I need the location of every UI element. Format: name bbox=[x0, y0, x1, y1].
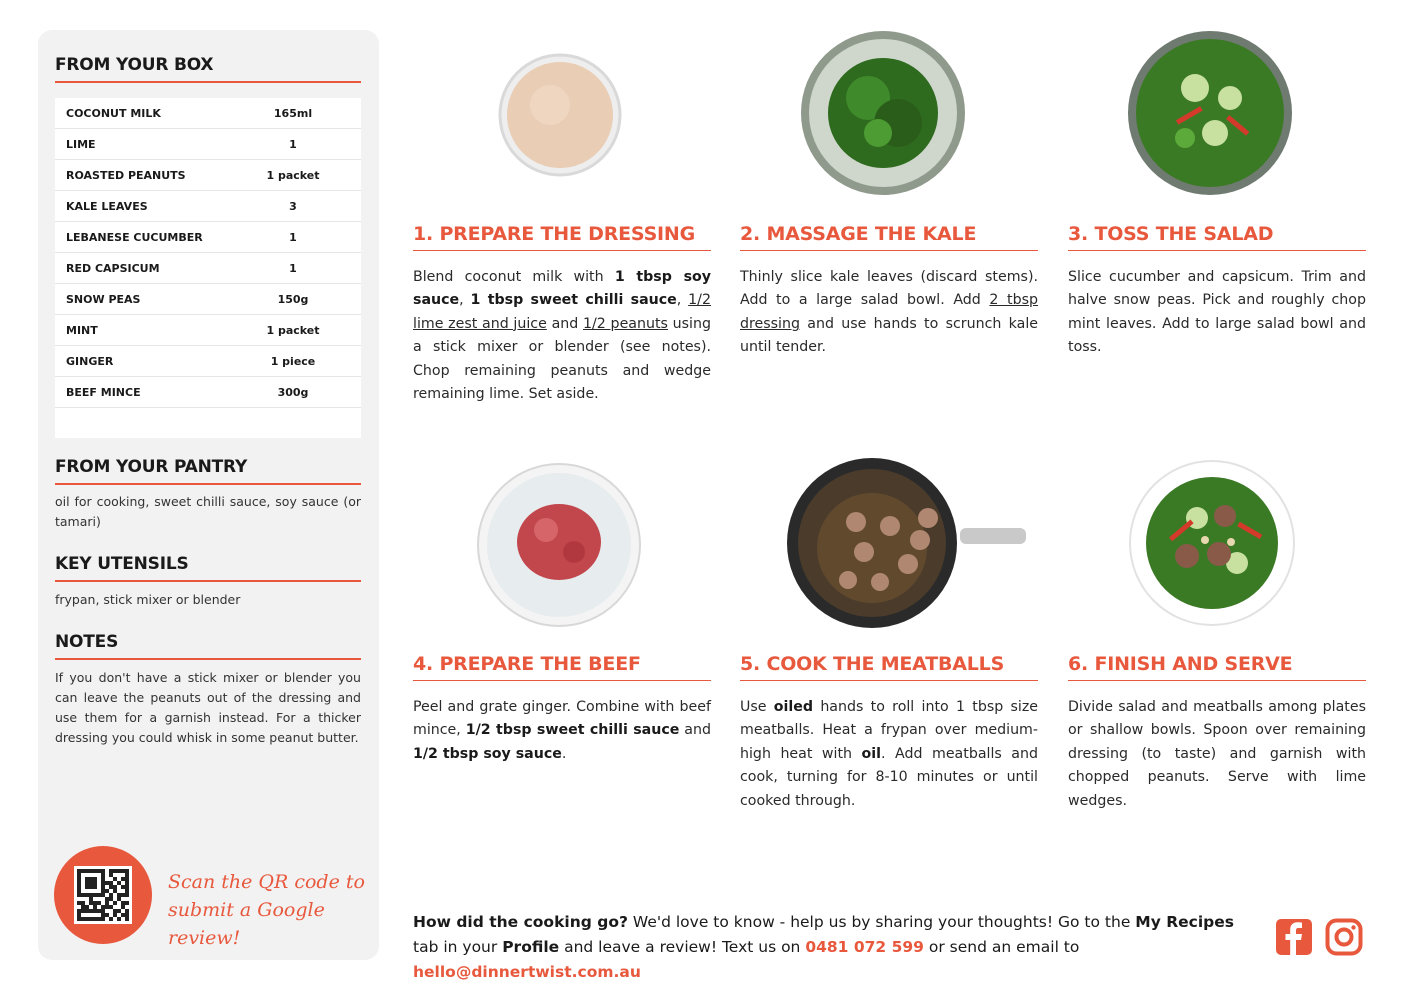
ingredient-qty: 300g bbox=[277, 385, 309, 399]
step-1-text-part: , bbox=[676, 292, 689, 309]
ingredient-row bbox=[55, 129, 361, 160]
footer-text: We'd love to know - help us by sharing your thoughts! Go to the bbox=[627, 913, 1136, 931]
step-5-text-part: Use bbox=[740, 699, 774, 715]
step-1-soy: 1 tbsp soy sauce bbox=[413, 269, 712, 309]
qr-code-icon[interactable] bbox=[74, 866, 132, 924]
ingredient-row bbox=[55, 98, 361, 129]
step-1-text bbox=[413, 266, 711, 406]
qr-line-2: submit a Google review! bbox=[168, 899, 325, 949]
step-5-text bbox=[740, 696, 1038, 813]
my-recipes-link[interactable]: My Recipes bbox=[1135, 913, 1234, 931]
step-4-text bbox=[413, 696, 711, 766]
pantry-text: oil for cooking, sweet chilli sauce, soy sauce (or tamari) bbox=[55, 494, 361, 529]
box-ingredients-table bbox=[55, 98, 361, 438]
ingredient-qty: 165ml bbox=[273, 106, 313, 120]
ingredient-qty: 1 bbox=[289, 261, 297, 275]
ingredient-row bbox=[55, 191, 361, 222]
step-1-text-part: using a stick mixer or blender (see notes). Chop remaining peanuts and wedge remaining lime. Set aside. bbox=[413, 315, 711, 403]
step-4-text-part: Peel and grate ginger. Combine with beef mince, bbox=[413, 699, 711, 739]
step-1-text-part: , bbox=[459, 292, 471, 309]
step-4-soy: 1/2 tbsp soy sauce bbox=[413, 745, 562, 762]
step-1-peanuts: 1/2 peanuts bbox=[583, 315, 668, 332]
ingredient-row bbox=[55, 377, 361, 408]
beef-mince-bowl-photo bbox=[474, 460, 644, 630]
ingredient-name: SNOW PEAS bbox=[66, 292, 141, 306]
notes-heading: NOTES bbox=[55, 632, 361, 660]
step-1-text-part: and bbox=[546, 315, 583, 332]
footer-text: or send an email to bbox=[923, 938, 1080, 956]
footer-text: and leave a review! Text us on bbox=[559, 938, 806, 956]
qr-review-prompt bbox=[168, 868, 368, 952]
ingredient-row bbox=[55, 284, 361, 315]
step-4-text-part: and bbox=[679, 722, 711, 739]
ingredient-name: GINGER bbox=[66, 354, 114, 368]
qr-code-badge[interactable] bbox=[54, 846, 152, 944]
step-5-text-part: . Add meatballs and cook, turning for 8-10 minutes or until cooked through. bbox=[740, 745, 1038, 809]
step-5-oiled: oiled bbox=[773, 699, 814, 715]
ingredient-name: BEEF MINCE bbox=[66, 385, 141, 399]
ingredient-qty: 1 bbox=[289, 137, 297, 151]
step-5-oil: oil bbox=[861, 745, 882, 762]
ingredient-qty: 1 packet bbox=[266, 323, 320, 337]
step-1-chilli: 1 tbsp sweet chilli sauce bbox=[470, 292, 677, 309]
step-3-title: 3. TOSS THE SALAD bbox=[1068, 223, 1366, 251]
step-4-title: 4. PREPARE THE BEEF bbox=[413, 653, 711, 681]
step-5-text-part: hands to roll into 1 tbsp size meatballs. Heat a frypan over medium-high heat with bbox=[740, 699, 1039, 762]
footer-question: How did the cooking go? bbox=[413, 913, 628, 931]
ingredient-row bbox=[55, 253, 361, 284]
profile-link[interactable]: Profile bbox=[502, 938, 560, 956]
step-1-title: 1. PREPARE THE DRESSING bbox=[413, 223, 711, 251]
ingredient-name: KALE LEAVES bbox=[66, 199, 148, 213]
coconut-dressing-bowl-photo bbox=[475, 30, 645, 200]
ingredient-name: LEBANESE CUCUMBER bbox=[66, 230, 203, 244]
kale-bowl-photo bbox=[798, 28, 968, 198]
step-6-title: 6. FINISH AND SERVE bbox=[1068, 653, 1366, 681]
served-plate-photo bbox=[1127, 458, 1297, 628]
step-3-text: Slice cucumber and capsicum. Trim and halve snow peas. Pick and roughly chop mint leaves. Add to large salad bowl and toss. bbox=[1068, 269, 1366, 356]
notes-text: If you don't have a stick mixer or blender you can leave the peanuts out of the dressing and use them for a garnish instead. For a thicker dressing you could whisk in some peanut butter. bbox=[55, 670, 361, 745]
ingredient-qty: 3 bbox=[289, 199, 297, 213]
step-2-text-part: Thinly slice kale leaves (discard stems). Add to a large salad bowl. Add bbox=[740, 269, 1038, 309]
email-link[interactable]: hello@dinnertwist.com.au bbox=[413, 963, 641, 981]
step-2-text bbox=[740, 266, 1038, 360]
ingredient-qty: 1 packet bbox=[266, 168, 320, 182]
ingredient-name: MINT bbox=[66, 323, 98, 337]
facebook-icon[interactable] bbox=[1275, 918, 1313, 956]
step-2-title: 2. MASSAGE THE KALE bbox=[740, 223, 1038, 251]
step-1-lime: 1/2 lime zest and juice bbox=[413, 292, 711, 332]
ingredient-row bbox=[55, 315, 361, 346]
ingredient-qty: 150g bbox=[277, 292, 309, 306]
ingredient-name: ROASTED PEANUTS bbox=[66, 168, 186, 182]
step-4-chilli: 1/2 tbsp sweet chilli sauce bbox=[465, 722, 680, 739]
green-salad-bowl-photo bbox=[1125, 28, 1295, 198]
ingredient-name: COCONUT MILK bbox=[66, 106, 161, 120]
box-heading: FROM YOUR BOX bbox=[55, 55, 361, 83]
ingredient-name: RED CAPSICUM bbox=[66, 261, 160, 275]
step-4-text-part: . bbox=[561, 745, 567, 762]
meatballs-frypan-photo bbox=[780, 458, 1030, 628]
feedback-footer bbox=[413, 910, 1263, 985]
utensils-heading: KEY UTENSILS bbox=[55, 554, 361, 582]
ingredient-qty: 1 bbox=[289, 230, 297, 244]
utensils-text: frypan, stick mixer or blender bbox=[55, 592, 241, 607]
step-5-title: 5. COOK THE MEATBALLS bbox=[740, 653, 1038, 681]
step-1-text-part: Blend coconut milk with bbox=[413, 269, 615, 285]
footer-text: tab in your bbox=[413, 938, 503, 956]
ingredient-name: LIME bbox=[66, 137, 96, 151]
phone-link[interactable]: 0481 072 599 bbox=[805, 938, 924, 956]
qr-line-1: Scan the QR code to bbox=[168, 871, 365, 893]
ingredient-row bbox=[55, 346, 361, 377]
step-6-text: Divide salad and meatballs among plates or shallow bowls. Spoon over remaining dressing (to taste) and garnish with chopped peanuts. Serve with lime wedges. bbox=[1068, 699, 1366, 809]
instagram-icon[interactable] bbox=[1325, 918, 1363, 956]
pantry-heading: FROM YOUR PANTRY bbox=[55, 457, 361, 485]
ingredient-row bbox=[55, 222, 361, 253]
ingredient-qty: 1 piece bbox=[270, 354, 316, 368]
sidebar-panel bbox=[38, 30, 379, 960]
step-2-text-part: and use hands to scrunch kale until tender. bbox=[740, 315, 1038, 356]
step-2-dressing: 2 tbsp dressing bbox=[740, 292, 1038, 332]
ingredient-row bbox=[55, 160, 361, 191]
